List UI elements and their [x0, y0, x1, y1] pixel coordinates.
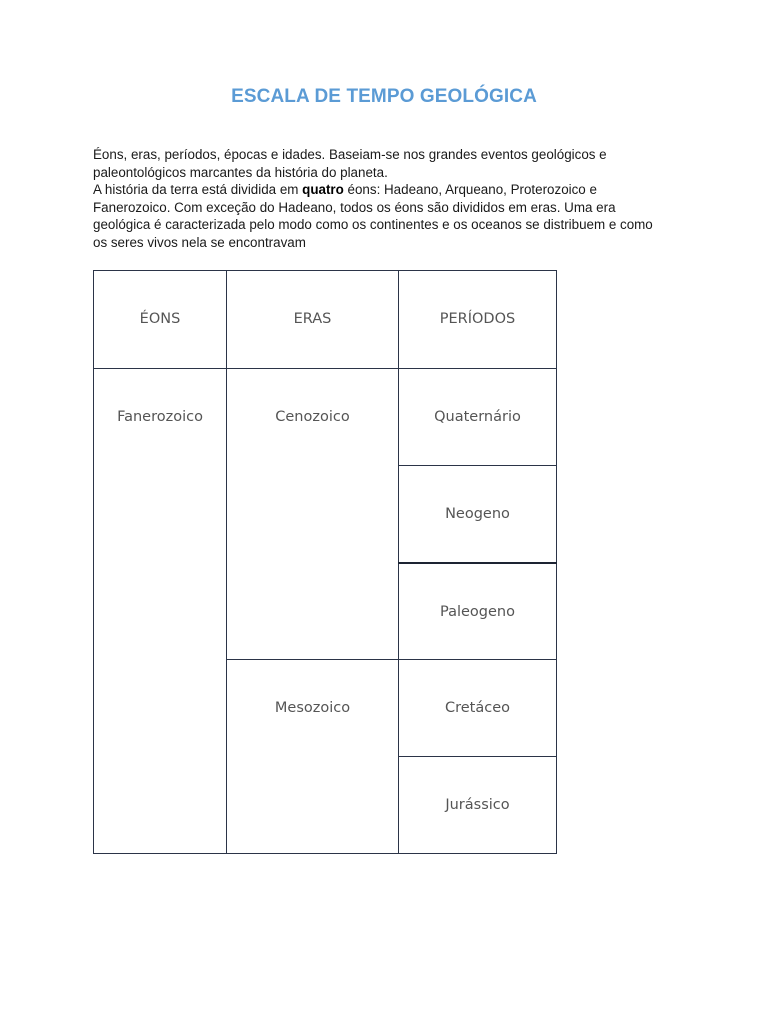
header-eons — [94, 271, 227, 369]
table-row — [94, 369, 557, 466]
intro-paragraph-2 — [93, 181, 658, 251]
intro-paragraph-1: Éons, eras, períodos, épocas e idades. Baseiam-se nos grandes eventos geológicos e paleontológicos marcantes da história do planeta. — [93, 147, 607, 180]
period-label: Quaternário — [434, 409, 521, 425]
era-cell-mesozoico — [227, 660, 399, 854]
period-label: Jurássico — [445, 797, 510, 813]
period-cell-quaternario — [399, 369, 557, 466]
era-label: Mesozoico — [274, 700, 351, 716]
era-cell-cenozoico — [227, 369, 399, 660]
geologic-time-table — [93, 270, 557, 854]
period-label: Paleogeno — [440, 603, 515, 620]
header-periods — [399, 271, 557, 369]
period-label: Cretáceo — [444, 700, 511, 716]
header-eras-label: ERAS — [293, 311, 332, 327]
eon-cell — [94, 369, 227, 854]
intro-bold-quatro: quatro — [302, 182, 344, 198]
document-title: ESCALA DE TEMPO GEOLÓGICA — [231, 86, 537, 107]
intro-text-after: éons: Hadeano, Arqueano, Proterozoico e Fanerozoico. Com exceção do Hadeano, todos os éons são divididos em eras. Uma era geológica é caracterizada pelo modo como os continentes e os oceanos se distribuem e como os seres vivos nela se encontravam — [93, 182, 653, 250]
period-cell-cretaceo — [399, 660, 557, 757]
intro-text — [93, 146, 658, 252]
period-label: Neogeno — [445, 506, 510, 522]
header-periods-label: PERÍODOS — [439, 311, 516, 327]
period-cell-neogeno — [399, 466, 557, 563]
header-eras — [227, 271, 399, 369]
intro-text-before: A história da terra está dividida em — [93, 182, 303, 198]
era-label: Cenozoico — [275, 409, 350, 425]
period-cell-jurassico — [399, 757, 557, 854]
period-cell-paleogeno — [399, 563, 557, 660]
eon-label: Fanerozoico — [117, 409, 203, 425]
header-eons-label: ÉONS — [139, 311, 181, 327]
table-header-row — [94, 271, 557, 369]
